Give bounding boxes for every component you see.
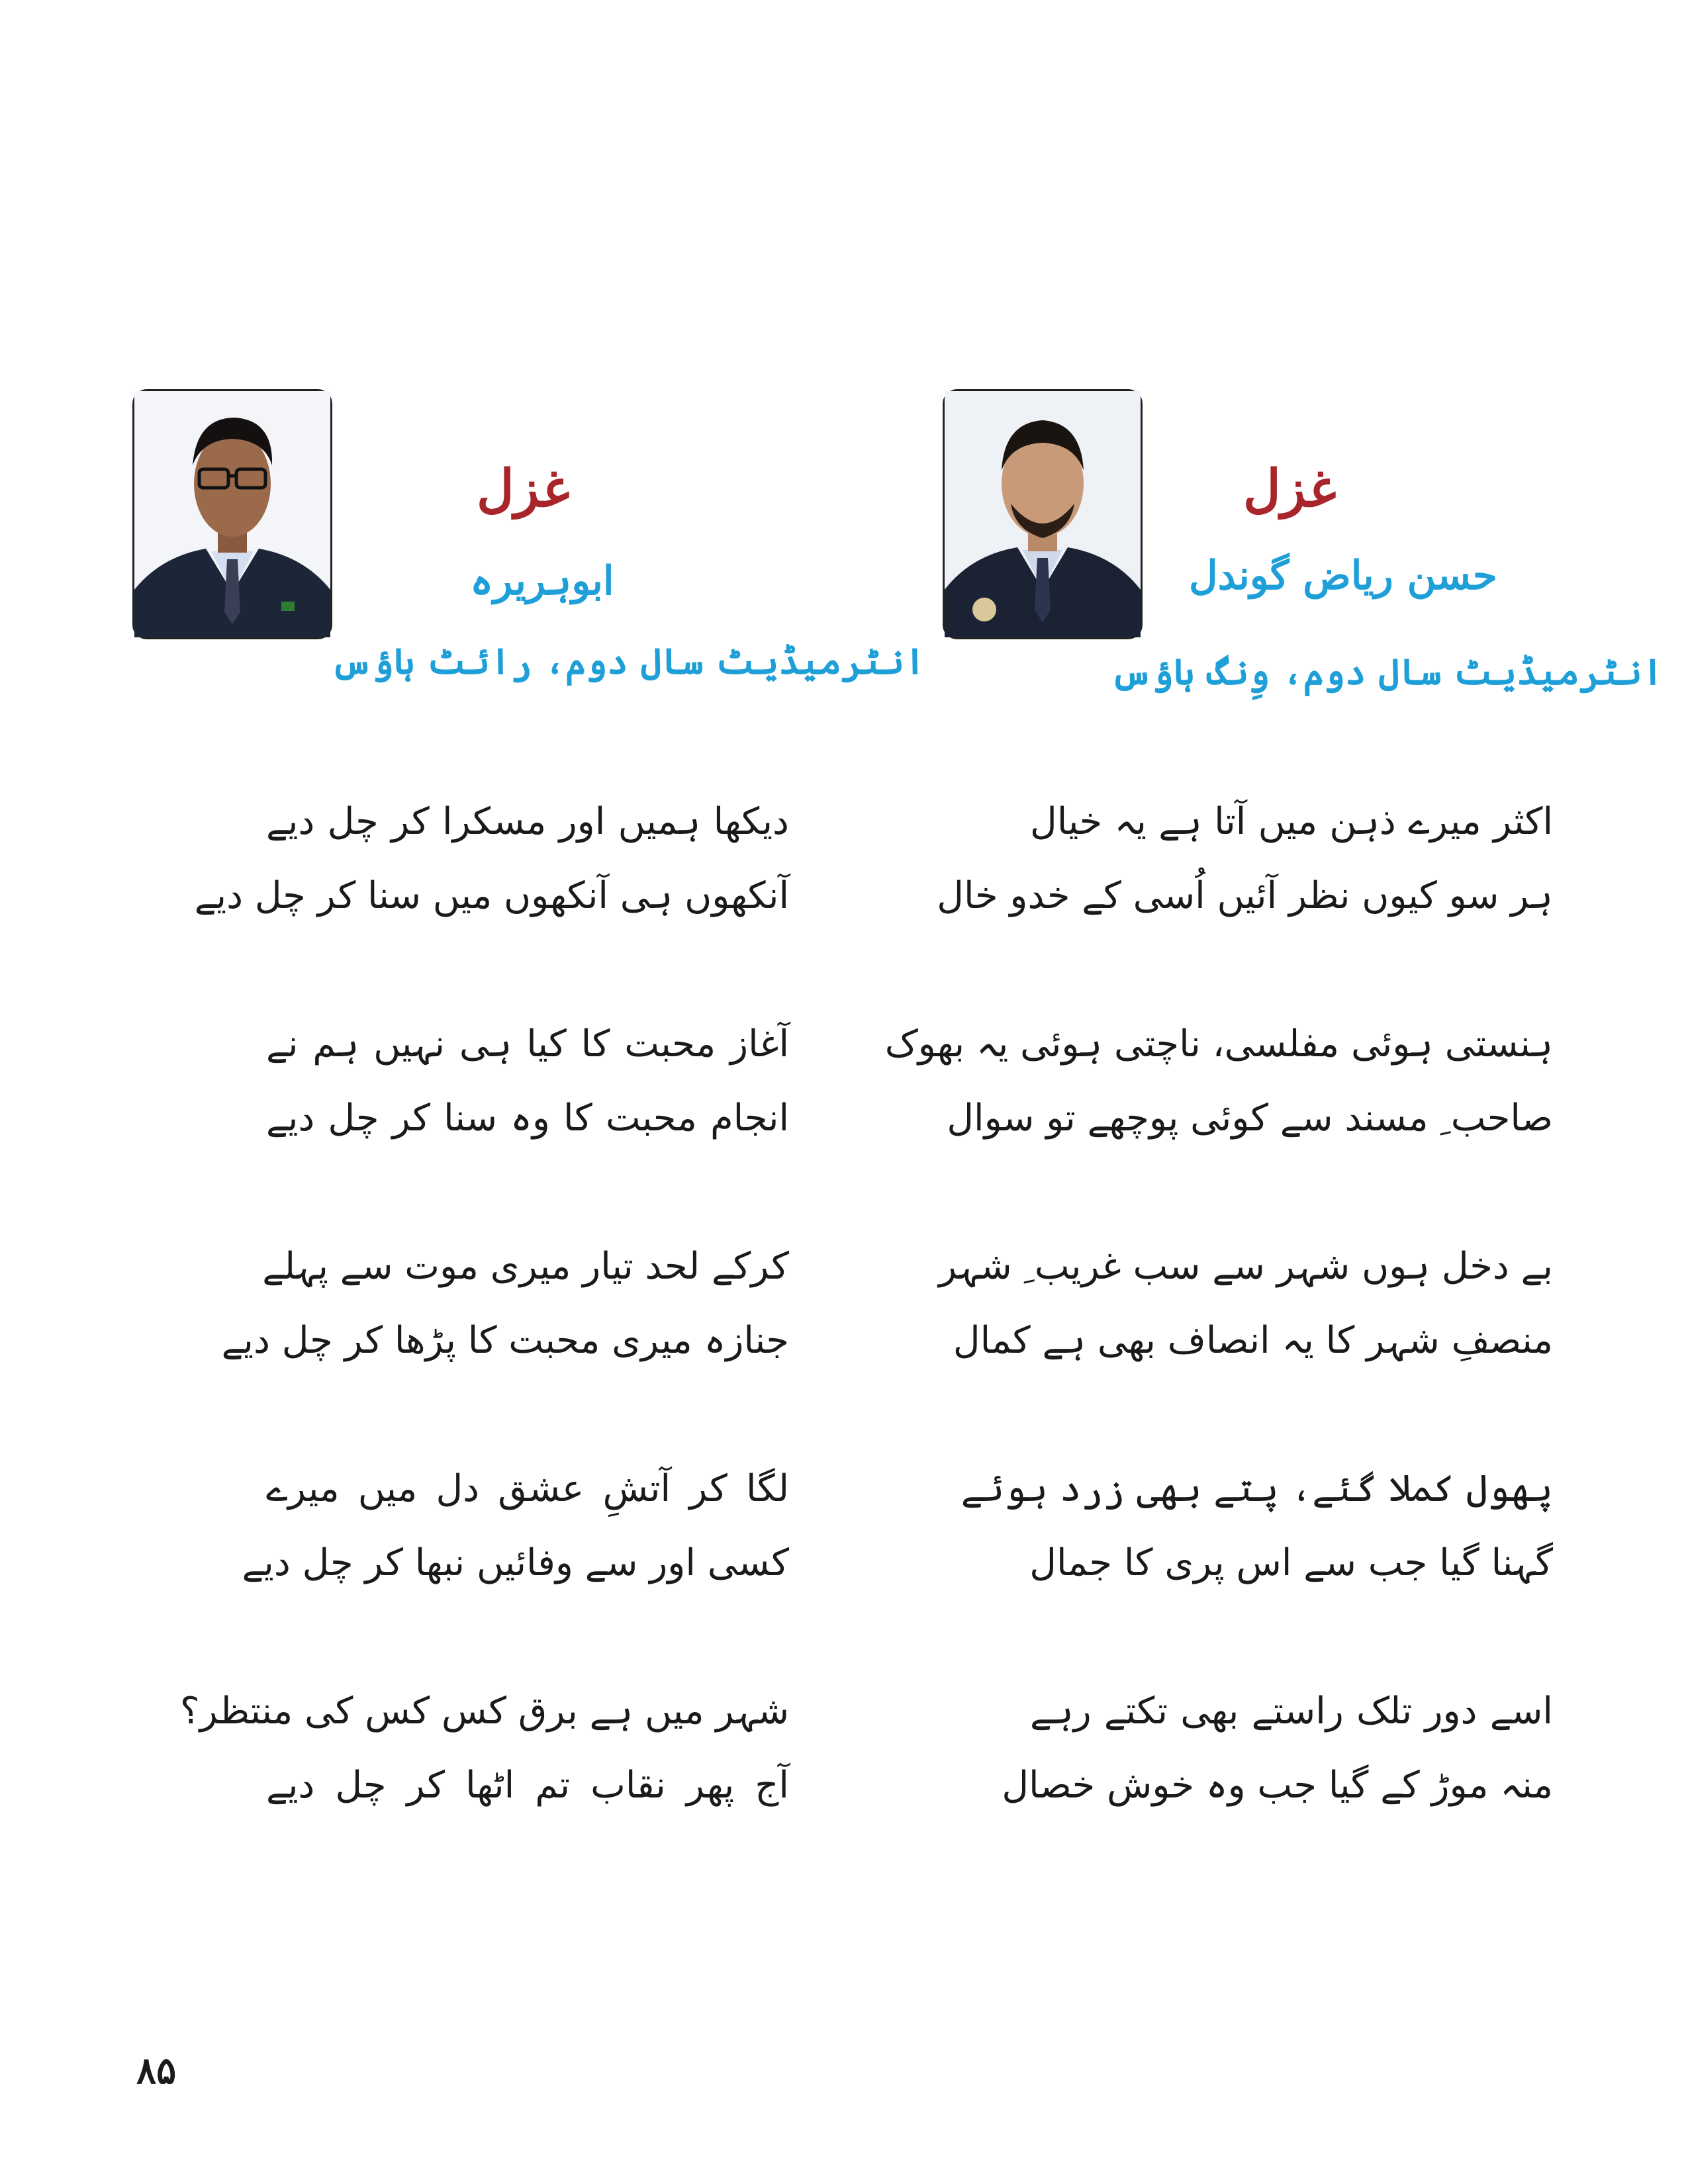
poem-author-left: ابوہریرہ	[470, 558, 614, 604]
verse-line: گہنا گیا جب سے اس پری کا جمال	[1029, 1541, 1553, 1584]
couplet-list-right	[884, 785, 1553, 1897]
couplet	[221, 1230, 789, 1452]
verse-line: ہنستی ہوئی مفلسی، ناچتی ہوئی یہ بھوک	[884, 1023, 1553, 1066]
verse-line: بے دخل ہوں شہر سے سب غریب ِ شہر	[939, 1245, 1553, 1288]
verse-line: صاحب ِ مسند سے کوئی پوچھے تو سوال	[947, 1097, 1553, 1140]
verse-line: اسے دور تلک راستے بھی تکتے رہے	[1030, 1690, 1553, 1733]
poem-house-left: انٹرمیڈیٹ سال دوم، رائٹ ہاؤس	[331, 640, 925, 682]
verse-line: کرکے لحد تیار میری موت سے پہلے	[262, 1245, 789, 1288]
couplet-list-left	[179, 785, 789, 1897]
verse-line: آج پھر نقاب تم اٹھا کر چل دیے	[266, 1764, 789, 1807]
poem-block-left	[126, 389, 925, 1845]
couplet	[179, 1674, 789, 1897]
student-portrait-icon	[134, 391, 330, 637]
poem-house-right: انٹرمیڈیٹ سال دوم، وِنگ ہاؤس	[1111, 651, 1664, 693]
verse-line: کسی اور سے وفائیں نبھا کر چل دیے	[242, 1541, 789, 1584]
author-photo-left	[132, 389, 332, 639]
poem-author-right: حسن ریاض گوندل	[1189, 553, 1497, 599]
verse-line: لگا کر آتشِ عشق دل میں میرے	[266, 1467, 789, 1510]
page-number: ۸۵	[136, 2049, 177, 2093]
verse-line: آغاز محبت کا کیا ہی نہیں ہم نے	[266, 1023, 789, 1066]
couplet	[961, 1452, 1553, 1674]
poem-title-right: غزل	[1243, 459, 1336, 519]
verse-line: ہر سو کیوں نظر آئیں اُسی کے خدو خال	[937, 874, 1553, 917]
verse-line: شہر میں ہے برق کس کس کی منتظر؟	[179, 1690, 789, 1733]
author-photo-right	[943, 389, 1143, 639]
couplet	[937, 785, 1553, 1007]
verse-line: اکثر میرے ذہن میں آتا ہے یہ خیال	[1030, 800, 1553, 843]
verse-line: جنازہ میری محبت کا پڑھا کر چل دیے	[221, 1319, 789, 1362]
verse-line: منصفِ شہر کا یہ انصاف بھی ہے کمال	[953, 1319, 1553, 1362]
verse-line: پھول کملا گئے، پتے بھی زرد ہوئے	[961, 1467, 1553, 1510]
couplet	[242, 1452, 789, 1674]
poem-title-left: غزل	[477, 459, 570, 519]
verse-line: منہ موڑ کے گیا جب وہ خوش خصال	[1002, 1764, 1553, 1807]
couplet	[939, 1230, 1553, 1452]
verse-line: انجام محبت کا وہ سنا کر چل دیے	[266, 1097, 789, 1140]
poem-block-right	[886, 389, 1680, 1845]
student-portrait-icon	[945, 391, 1141, 637]
couplet	[1002, 1674, 1553, 1897]
couplet	[884, 1007, 1553, 1230]
verse-line: آنکھوں ہی آنکھوں میں سنا کر چل دیے	[194, 874, 789, 917]
couplet	[194, 785, 789, 1007]
couplet	[266, 1007, 789, 1230]
verse-line: دیکھا ہمیں اور مسکرا کر چل دیے	[266, 800, 789, 843]
